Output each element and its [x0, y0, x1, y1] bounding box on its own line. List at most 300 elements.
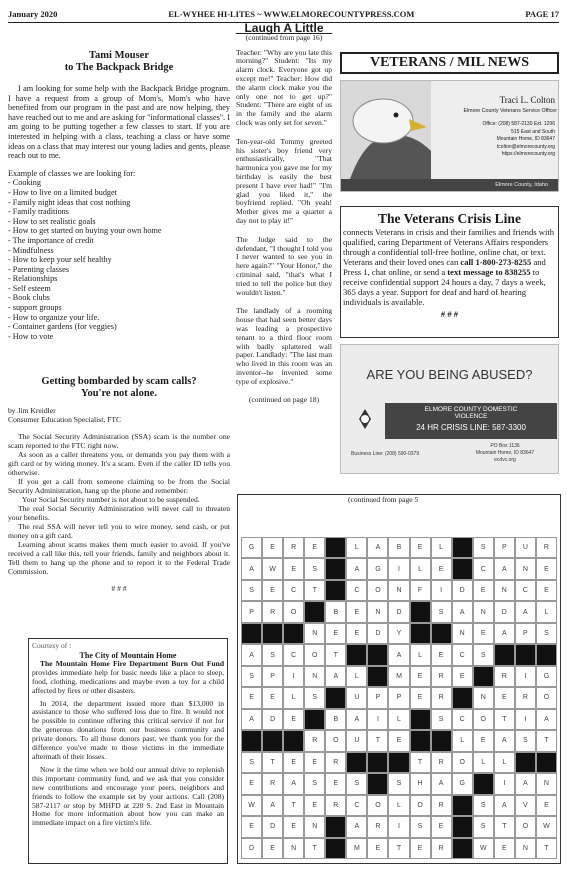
- black-square: [367, 773, 388, 794]
- letter-cell: T: [367, 730, 388, 751]
- list-item: - The importance of credit: [8, 235, 94, 245]
- letter-cell: T: [388, 838, 409, 859]
- black-square: [452, 795, 473, 816]
- crisis-line-box: [340, 206, 559, 338]
- black-square: [431, 623, 452, 644]
- letter-cell: N: [494, 580, 515, 601]
- letter-cell: E: [283, 752, 304, 773]
- letter-cell: E: [346, 623, 367, 644]
- letter-cell: S: [346, 773, 367, 794]
- letter-cell: A: [452, 601, 473, 622]
- letter-cell: E: [473, 623, 494, 644]
- letter-cell: L: [536, 601, 557, 622]
- letter-cell: P: [367, 687, 388, 708]
- letter-cell: R: [431, 666, 452, 687]
- letter-cell: W: [241, 795, 262, 816]
- paragraph: The real SSA will never tell you to wire money, send cash, or put money on a gift card.: [8, 522, 230, 540]
- black-square: [367, 644, 388, 665]
- black-square: [241, 623, 262, 644]
- letter-cell: S: [241, 580, 262, 601]
- letter-cell: A: [515, 773, 536, 794]
- letter-cell: L: [452, 730, 473, 751]
- article-title: Tami Mouser: [89, 50, 149, 61]
- hands-logo-icon: [351, 405, 379, 433]
- letter-cell: R: [325, 752, 346, 773]
- letter-cell: S: [304, 558, 325, 579]
- courtesy-label: Courtesy of :: [32, 641, 72, 650]
- black-square: [304, 601, 325, 622]
- letter-cell: L: [410, 644, 431, 665]
- letter-cell: I: [515, 666, 536, 687]
- letter-cell: O: [515, 816, 536, 837]
- letter-cell: E: [431, 558, 452, 579]
- letter-cell: R: [431, 795, 452, 816]
- letter-cell: O: [367, 580, 388, 601]
- list-item: - How to organize your life.: [8, 312, 100, 322]
- letter-cell: E: [346, 601, 367, 622]
- fire-fund-box: [28, 638, 228, 864]
- list-item: - How to get started on buying your own home: [8, 226, 162, 236]
- address-line: PO Box 1136: [490, 443, 520, 449]
- letter-cell: E: [536, 580, 557, 601]
- paragraph: In 2014, the department issued more than $13,000 in assistance to those who suffered loss due to fire. It would not be possible to continue offering this critical service if not for the generous donations from our business community and private donors. To all those donors past, we thank you for the difference you've made to those victims in the immediate aftermath of their losses.: [32, 698, 224, 761]
- letter-cell: E: [410, 687, 431, 708]
- crisis-phone: 24 HR CRISIS LINE: 587-3300: [416, 423, 526, 432]
- list-item: - Cooking: [8, 178, 41, 188]
- list-item: - Mindfulness: [8, 245, 54, 255]
- website-text: https://elmorecounty.org: [501, 151, 555, 157]
- letter-cell: O: [452, 752, 473, 773]
- article-title: Getting bombarded by scam calls?: [41, 376, 197, 387]
- black-square: [410, 730, 431, 751]
- letter-cell: O: [325, 730, 346, 751]
- black-square: [325, 537, 346, 558]
- letter-cell: D: [241, 838, 262, 859]
- list-item: - Book clubs: [8, 293, 50, 303]
- letter-cell: A: [494, 623, 515, 644]
- letter-cell: M: [388, 666, 409, 687]
- letter-cell: P: [262, 666, 283, 687]
- letter-cell: C: [515, 580, 536, 601]
- letter-cell: E: [304, 752, 325, 773]
- black-square: [262, 730, 283, 751]
- crisis-phone: call 1-800-273-8255: [460, 257, 532, 267]
- letter-cell: C: [452, 709, 473, 730]
- letter-cell: A: [283, 773, 304, 794]
- letter-cell: N: [304, 623, 325, 644]
- letter-cell: A: [515, 601, 536, 622]
- letter-cell: U: [346, 730, 367, 751]
- letter-cell: Y: [388, 623, 409, 644]
- letter-cell: R: [515, 687, 536, 708]
- letter-cell: I: [388, 558, 409, 579]
- black-square: [410, 601, 431, 622]
- crossword-grid: [241, 537, 557, 859]
- black-square: [283, 730, 304, 751]
- letter-cell: T: [536, 730, 557, 751]
- joke: The Judge said to the defendant, "I thought I told you I never wanted to see you in here again?" "Your Honor," the criminal said, "that's what I tried to tell the police but they wouldn't listen.": [236, 234, 332, 297]
- letter-cell: N: [388, 580, 409, 601]
- black-square: [325, 558, 346, 579]
- article-subtitle: You're not alone.: [81, 388, 157, 399]
- letter-cell: S: [473, 537, 494, 558]
- letter-cell: P: [494, 537, 515, 558]
- list-item: - How to set realistic goals: [8, 216, 96, 226]
- letter-cell: G: [452, 773, 473, 794]
- letter-cell: N: [304, 816, 325, 837]
- letter-cell: S: [473, 795, 494, 816]
- letter-cell: S: [241, 752, 262, 773]
- crisis-text: connects Veterans in crisis and their families and friends with qualified, caring Department of Veterans Affairs responders through a confidential toll-free hotline, online chat, or text. Veterans and their loved ones can: [343, 227, 555, 267]
- letter-cell: L: [388, 795, 409, 816]
- letter-cell: R: [304, 730, 325, 751]
- letter-cell: A: [241, 644, 262, 665]
- officer-title: Elmore County Veterans Service Officer: [463, 108, 557, 114]
- list-item: - How to live on a limited budget: [8, 187, 117, 197]
- website-text: ecdvc.org: [494, 457, 516, 463]
- paragraph: If you get a call from someone claiming to be from the Social Security Administration, hang up the phone and remember:: [8, 477, 230, 495]
- page-number: PAGE 17: [525, 9, 559, 19]
- black-square: [515, 644, 536, 665]
- black-square: [452, 816, 473, 837]
- letter-cell: R: [431, 687, 452, 708]
- end-mark: # # #: [440, 309, 459, 319]
- letter-cell: V: [515, 795, 536, 816]
- letter-cell: L: [410, 558, 431, 579]
- letter-cell: O: [410, 795, 431, 816]
- black-square: [431, 730, 452, 751]
- letter-cell: E: [431, 644, 452, 665]
- black-square: [346, 752, 367, 773]
- letter-cell: R: [367, 816, 388, 837]
- joke: Teacher: "Why are you late this morning?" Student: "Its my alarm clock. Everyone got up except me!" Teacher: How did the alarm clock make you the only one not to get up?" Student: "There are eight of us in the family and the alarm clock was only set for seven.": [236, 47, 332, 127]
- letter-cell: S: [431, 601, 452, 622]
- county-footer: Elmore County, Idaho: [341, 179, 558, 191]
- letter-cell: R: [325, 795, 346, 816]
- letter-cell: E: [304, 795, 325, 816]
- letter-cell: E: [262, 687, 283, 708]
- black-square: [536, 644, 557, 665]
- city-name: The City of Mountain Home: [79, 650, 177, 660]
- abuse-title: ARE YOU BEING ABUSED?: [366, 367, 533, 382]
- letter-cell: T: [304, 838, 325, 859]
- black-square: [410, 709, 431, 730]
- continued-on: (continued on page 18): [248, 395, 320, 405]
- letter-cell: S: [473, 816, 494, 837]
- letter-cell: A: [431, 773, 452, 794]
- letter-cell: L: [388, 709, 409, 730]
- letter-cell: E: [262, 838, 283, 859]
- letter-cell: T: [494, 709, 515, 730]
- list-item: - support groups: [8, 303, 62, 313]
- letter-cell: A: [346, 816, 367, 837]
- black-square: [494, 644, 515, 665]
- letter-cell: U: [515, 537, 536, 558]
- paragraph: As soon as a caller threatens you, or demands you pay them with a gift card or by wiring money. It's a scam. Even if the caller ID tells you otherwise.: [8, 450, 230, 477]
- crisis-text: to receive confidential support 24 hours a day, 7 days a week, 365 days a year. Support for deaf and hard of hearing individuals is available.: [343, 267, 546, 307]
- letter-cell: W: [536, 816, 557, 837]
- letter-cell: S: [388, 773, 409, 794]
- email-text: tcolton@elmorecounty.org: [496, 143, 555, 150]
- end-mark: # # #: [111, 584, 127, 593]
- letter-cell: L: [431, 537, 452, 558]
- letter-cell: E: [536, 795, 557, 816]
- letter-cell: R: [431, 838, 452, 859]
- letter-cell: A: [494, 558, 515, 579]
- letter-cell: G: [367, 558, 388, 579]
- letter-cell: E: [452, 666, 473, 687]
- letter-cell: D: [494, 601, 515, 622]
- letter-cell: R: [431, 752, 452, 773]
- black-square: [325, 838, 346, 859]
- org-name: ELMORE COUNTY DOMESTIC: [424, 406, 518, 413]
- letter-cell: E: [325, 773, 346, 794]
- letter-cell: E: [262, 580, 283, 601]
- letter-cell: R: [262, 773, 283, 794]
- business-card: [340, 80, 559, 192]
- letter-cell: I: [388, 816, 409, 837]
- letter-cell: H: [410, 773, 431, 794]
- paragraph: The Social Security Administration (SSA) scam is the number one scam reported to the FTC right now.: [8, 432, 230, 450]
- letter-cell: E: [283, 816, 304, 837]
- column-title: Laugh A Little: [236, 24, 332, 34]
- list-item: - How to vote: [8, 331, 54, 341]
- letter-cell: A: [494, 795, 515, 816]
- black-square: [325, 580, 346, 601]
- list-item: - Self esteem: [8, 283, 51, 293]
- letter-cell: E: [536, 558, 557, 579]
- letter-cell: R: [494, 666, 515, 687]
- letter-cell: L: [473, 752, 494, 773]
- letter-cell: T: [325, 644, 346, 665]
- black-square: [262, 623, 283, 644]
- letter-cell: O: [473, 709, 494, 730]
- crossword-solution: [237, 494, 561, 864]
- crisis-text: and Press 1, chat online, or send a: [343, 257, 546, 277]
- abuse-ad: [340, 344, 559, 474]
- letter-cell: A: [494, 730, 515, 751]
- letter-cell: F: [410, 580, 431, 601]
- black-square: [325, 816, 346, 837]
- letter-cell: E: [494, 838, 515, 859]
- paper-name: EL-WYHEE HI-LITES ~ WWW.ELMORECOUNTYPRESS.COM: [168, 9, 415, 19]
- letter-cell: A: [536, 709, 557, 730]
- address-line: Mountain Home, ID 83647: [475, 450, 535, 456]
- letter-cell: S: [431, 709, 452, 730]
- letter-cell: E: [431, 816, 452, 837]
- letter-cell: N: [367, 601, 388, 622]
- article-subtitle: to The Backpack Bridge: [64, 62, 174, 73]
- letter-cell: B: [325, 709, 346, 730]
- letter-cell: N: [304, 666, 325, 687]
- abuse-banner: [385, 403, 557, 439]
- paragraph: Your Social Security number is not about to be suspended.: [22, 495, 200, 504]
- letter-cell: O: [304, 644, 325, 665]
- letter-cell: B: [388, 537, 409, 558]
- letter-cell: M: [346, 838, 367, 859]
- letter-cell: E: [283, 558, 304, 579]
- letter-cell: U: [346, 687, 367, 708]
- contact-info: [437, 121, 555, 159]
- black-square: [241, 730, 262, 751]
- letter-cell: E: [388, 730, 409, 751]
- letter-cell: C: [473, 558, 494, 579]
- letter-cell: N: [473, 687, 494, 708]
- letter-cell: N: [515, 558, 536, 579]
- black-square: [367, 666, 388, 687]
- letter-cell: A: [325, 666, 346, 687]
- letter-cell: L: [283, 687, 304, 708]
- letter-cell: O: [283, 601, 304, 622]
- black-square: [452, 558, 473, 579]
- letter-cell: L: [494, 752, 515, 773]
- paragraph: I am looking for some help with the Backpack Bridge program. I have a request from a group of Mom's, Mom's who have benefited from our program in the past and are now helping, they have reached out to me and are asking for "informational classes". I am going to be putting together a few classes to start. If you are interested in helping with a class, teaching a class or have some ideas on a class that may interest our young ladies and gents, please reach out to me.: [8, 84, 230, 161]
- letter-cell: S: [304, 687, 325, 708]
- letter-cell: C: [346, 580, 367, 601]
- letter-cell: E: [410, 838, 431, 859]
- issue-date: January 2020: [8, 9, 58, 19]
- letter-cell: A: [241, 709, 262, 730]
- scam-article: [8, 376, 230, 593]
- black-square: [473, 773, 494, 794]
- letter-cell: T: [262, 752, 283, 773]
- letter-cell: O: [367, 795, 388, 816]
- letter-cell: B: [325, 601, 346, 622]
- eagle-image: [341, 81, 431, 191]
- black-square: [452, 838, 473, 859]
- black-square: [346, 644, 367, 665]
- section-banner: VETERANS / MIL NEWS: [340, 52, 559, 74]
- letter-cell: T: [536, 838, 557, 859]
- letter-cell: L: [346, 666, 367, 687]
- letter-cell: G: [241, 537, 262, 558]
- paragraph: Now it the time when we hold our annual drive to replenish this important community fund, and we ask that you consider new contributions and encourage your peers, neighbors and friends to follow the example set by your actions. Call (208) 587-2117 or stop by MHFD at 220 S. 2nd East in Mountain Home for more information about how you can make an immediate impact on a fire victim's life.: [32, 764, 224, 828]
- letter-cell: T: [494, 816, 515, 837]
- crisis-text-number: text message to 838255: [447, 267, 531, 277]
- black-square: [283, 623, 304, 644]
- letter-cell: E: [494, 687, 515, 708]
- letter-cell: L: [346, 537, 367, 558]
- letter-cell: O: [536, 687, 557, 708]
- black-square: [410, 623, 431, 644]
- address-line: 515 East and South: [511, 128, 555, 135]
- joke: Ten-year-old Tommy greeted his sister's boy friend very enthusiastically, "That harmonica you gave me for my birthday is easily the best present I have ever had!" "I'm glad you liked it," the boyfriend replied. "Oh yeah! Mother gives me a quarter a day not to play it!": [236, 136, 332, 225]
- fund-text: provides immediate help for basic needs like a place to sleep, food, clothing, medications and maybe even a toy for a child affected by fires or other disasters.: [32, 667, 224, 695]
- letter-cell: P: [515, 623, 536, 644]
- byline-title: Consumer Education Specialist, FTC: [8, 415, 122, 424]
- letter-cell: E: [241, 773, 262, 794]
- letter-cell: W: [262, 558, 283, 579]
- letter-cell: E: [410, 537, 431, 558]
- letter-cell: S: [262, 644, 283, 665]
- letter-cell: A: [241, 558, 262, 579]
- letter-cell: P: [241, 601, 262, 622]
- org-name: VIOLENCE: [454, 413, 488, 420]
- letter-cell: A: [367, 537, 388, 558]
- business-line: Business Line: (208) 590-0379: [351, 451, 420, 457]
- black-square: [304, 709, 325, 730]
- letter-cell: S: [410, 816, 431, 837]
- letter-cell: A: [346, 709, 367, 730]
- letter-cell: C: [346, 795, 367, 816]
- letter-cell: C: [452, 644, 473, 665]
- letter-cell: T: [410, 752, 431, 773]
- letter-cell: I: [367, 709, 388, 730]
- letter-cell: C: [283, 580, 304, 601]
- officer-name: Traci L. Colton: [499, 95, 555, 105]
- black-square: [452, 687, 473, 708]
- letter-cell: R: [262, 601, 283, 622]
- letter-cell: D: [367, 623, 388, 644]
- list-item: - Parenting classes: [8, 264, 69, 274]
- letter-cell: G: [536, 666, 557, 687]
- black-square: [452, 537, 473, 558]
- letter-cell: E: [262, 537, 283, 558]
- backpack-article: [8, 50, 230, 341]
- letter-cell: E: [241, 816, 262, 837]
- letter-cell: R: [536, 537, 557, 558]
- letter-cell: N: [536, 773, 557, 794]
- letter-cell: S: [304, 773, 325, 794]
- black-square: [473, 666, 494, 687]
- letter-cell: R: [283, 537, 304, 558]
- letter-cell: E: [367, 838, 388, 859]
- letter-cell: N: [473, 601, 494, 622]
- crisis-title: The Veterans Crisis Line: [378, 211, 521, 226]
- letter-cell: D: [262, 709, 283, 730]
- list-item: - Container gardens (for veggies): [8, 322, 117, 332]
- joke: The landlady of a rooming house that had seen better days was leading a prospective tenant to a third floor room with badly splattered wall paper. Landlady: "The last man who lived in this room was an inventor--he invented some type of explosive.": [236, 306, 332, 386]
- letter-cell: E: [304, 537, 325, 558]
- letter-cell: D: [388, 601, 409, 622]
- letter-cell: A: [262, 795, 283, 816]
- laugh-column: [236, 21, 332, 405]
- letter-cell: S: [515, 730, 536, 751]
- continued-from: (continued from page 5: [348, 495, 419, 504]
- letter-cell: T: [304, 580, 325, 601]
- letter-cell: E: [283, 709, 304, 730]
- class-list: [8, 178, 230, 341]
- continued-from: (continued from page 16): [245, 32, 323, 42]
- list-item: - Relationships: [8, 274, 58, 284]
- byline: by Jim Kreidler: [8, 406, 56, 415]
- list-item: - Family traditions: [8, 207, 69, 217]
- letter-cell: A: [346, 558, 367, 579]
- letter-cell: I: [283, 666, 304, 687]
- letter-cell: S: [473, 644, 494, 665]
- letter-cell: E: [241, 687, 262, 708]
- letter-cell: C: [283, 644, 304, 665]
- letter-cell: I: [515, 709, 536, 730]
- letter-cell: I: [431, 580, 452, 601]
- paragraph: Learning about scams makes them much easier to avoid. If you've received a call like this, tell your friends, family and neighbors about it. Tell them to hang up the phone and to report it to the Federal Trade Commission.: [8, 540, 230, 576]
- list-intro: Example of classes we are looking for:: [8, 168, 136, 178]
- paragraph: The real Social Security Administration will never call to threaten your benefits.: [8, 504, 230, 522]
- black-square: [388, 752, 409, 773]
- letter-cell: E: [473, 580, 494, 601]
- letter-cell: D: [262, 816, 283, 837]
- list-item: - How to keep your self healthy: [8, 255, 112, 265]
- letter-cell: W: [473, 838, 494, 859]
- fund-name: The Mountain Home Fire Department Burn Out Fund: [40, 658, 224, 668]
- letter-cell: E: [473, 730, 494, 751]
- list-item: - Family night ideas that cost nothing: [8, 197, 131, 207]
- letter-cell: P: [388, 687, 409, 708]
- letter-cell: S: [536, 623, 557, 644]
- letter-cell: D: [452, 580, 473, 601]
- black-square: [536, 752, 557, 773]
- letter-cell: E: [325, 623, 346, 644]
